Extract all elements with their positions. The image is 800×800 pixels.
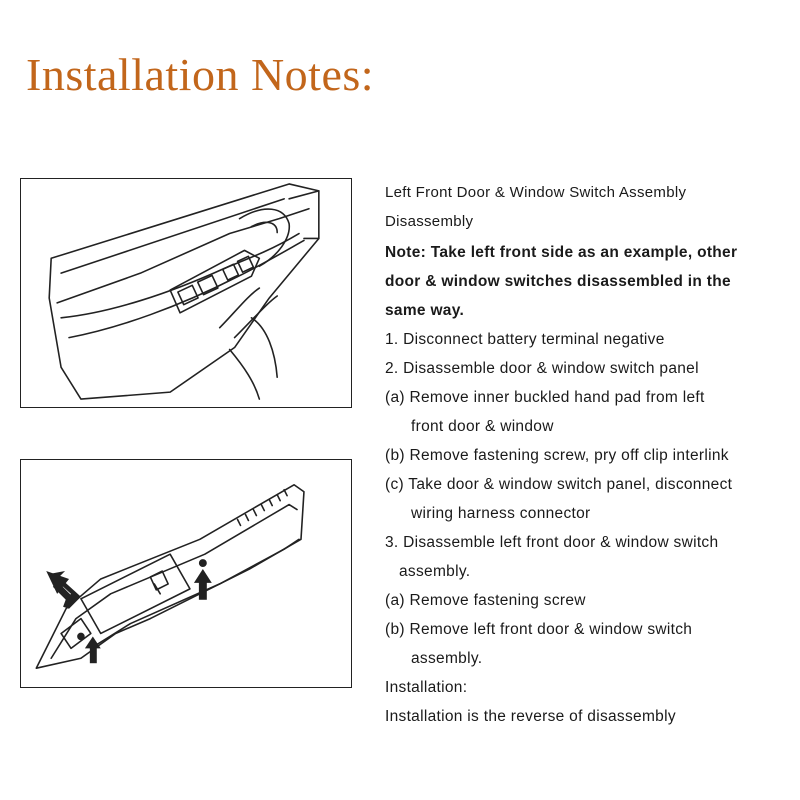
door-panel-illustration <box>21 179 351 407</box>
door-panel-diagram <box>20 178 352 408</box>
step-3b-line2: assembly. <box>411 650 483 667</box>
note-line3: same way. <box>385 302 465 319</box>
section-heading-line2: Disassembly <box>385 213 474 230</box>
step-2c-line1: (c) Take door & window switch panel, disconnect <box>385 476 733 493</box>
step-3 <box>385 528 785 586</box>
switch-panel-diagram <box>20 459 352 688</box>
instructions-text <box>385 178 785 731</box>
step-3a: (a) Remove fastening screw <box>385 592 586 609</box>
installation-text: Installation is the reverse of disassembly <box>385 708 676 725</box>
step-2a-line2: front door & window <box>411 418 554 435</box>
step-2c <box>385 470 785 528</box>
step-3b <box>385 615 785 673</box>
step-2a-line1: (a) Remove inner buckled hand pad from left <box>385 389 705 406</box>
note-line1: Note: Take left front side as an example, other <box>385 244 738 261</box>
step-2: 2. Disassemble door & window switch panel <box>385 360 699 377</box>
step-2b: (b) Remove fastening screw, pry off clip interlink <box>385 447 729 464</box>
step-2c-line2: wiring harness connector <box>411 505 591 522</box>
step-3b-line1: (b) Remove left front door & window switch <box>385 621 693 638</box>
installation-label: Installation: <box>385 679 468 696</box>
note-line2: door & window switches disassembled in the <box>385 273 731 290</box>
step-2a <box>385 383 785 441</box>
switch-panel-illustration <box>21 460 351 687</box>
step-3-line2: assembly. <box>399 563 471 580</box>
page-title: Installation Notes: <box>26 49 375 100</box>
section-heading-line1: Left Front Door & Window Switch Assembly <box>385 184 687 201</box>
step-1: 1. Disconnect battery terminal negative <box>385 331 665 348</box>
step-3-line1: 3. Disassemble left front door & window switch <box>385 534 719 551</box>
